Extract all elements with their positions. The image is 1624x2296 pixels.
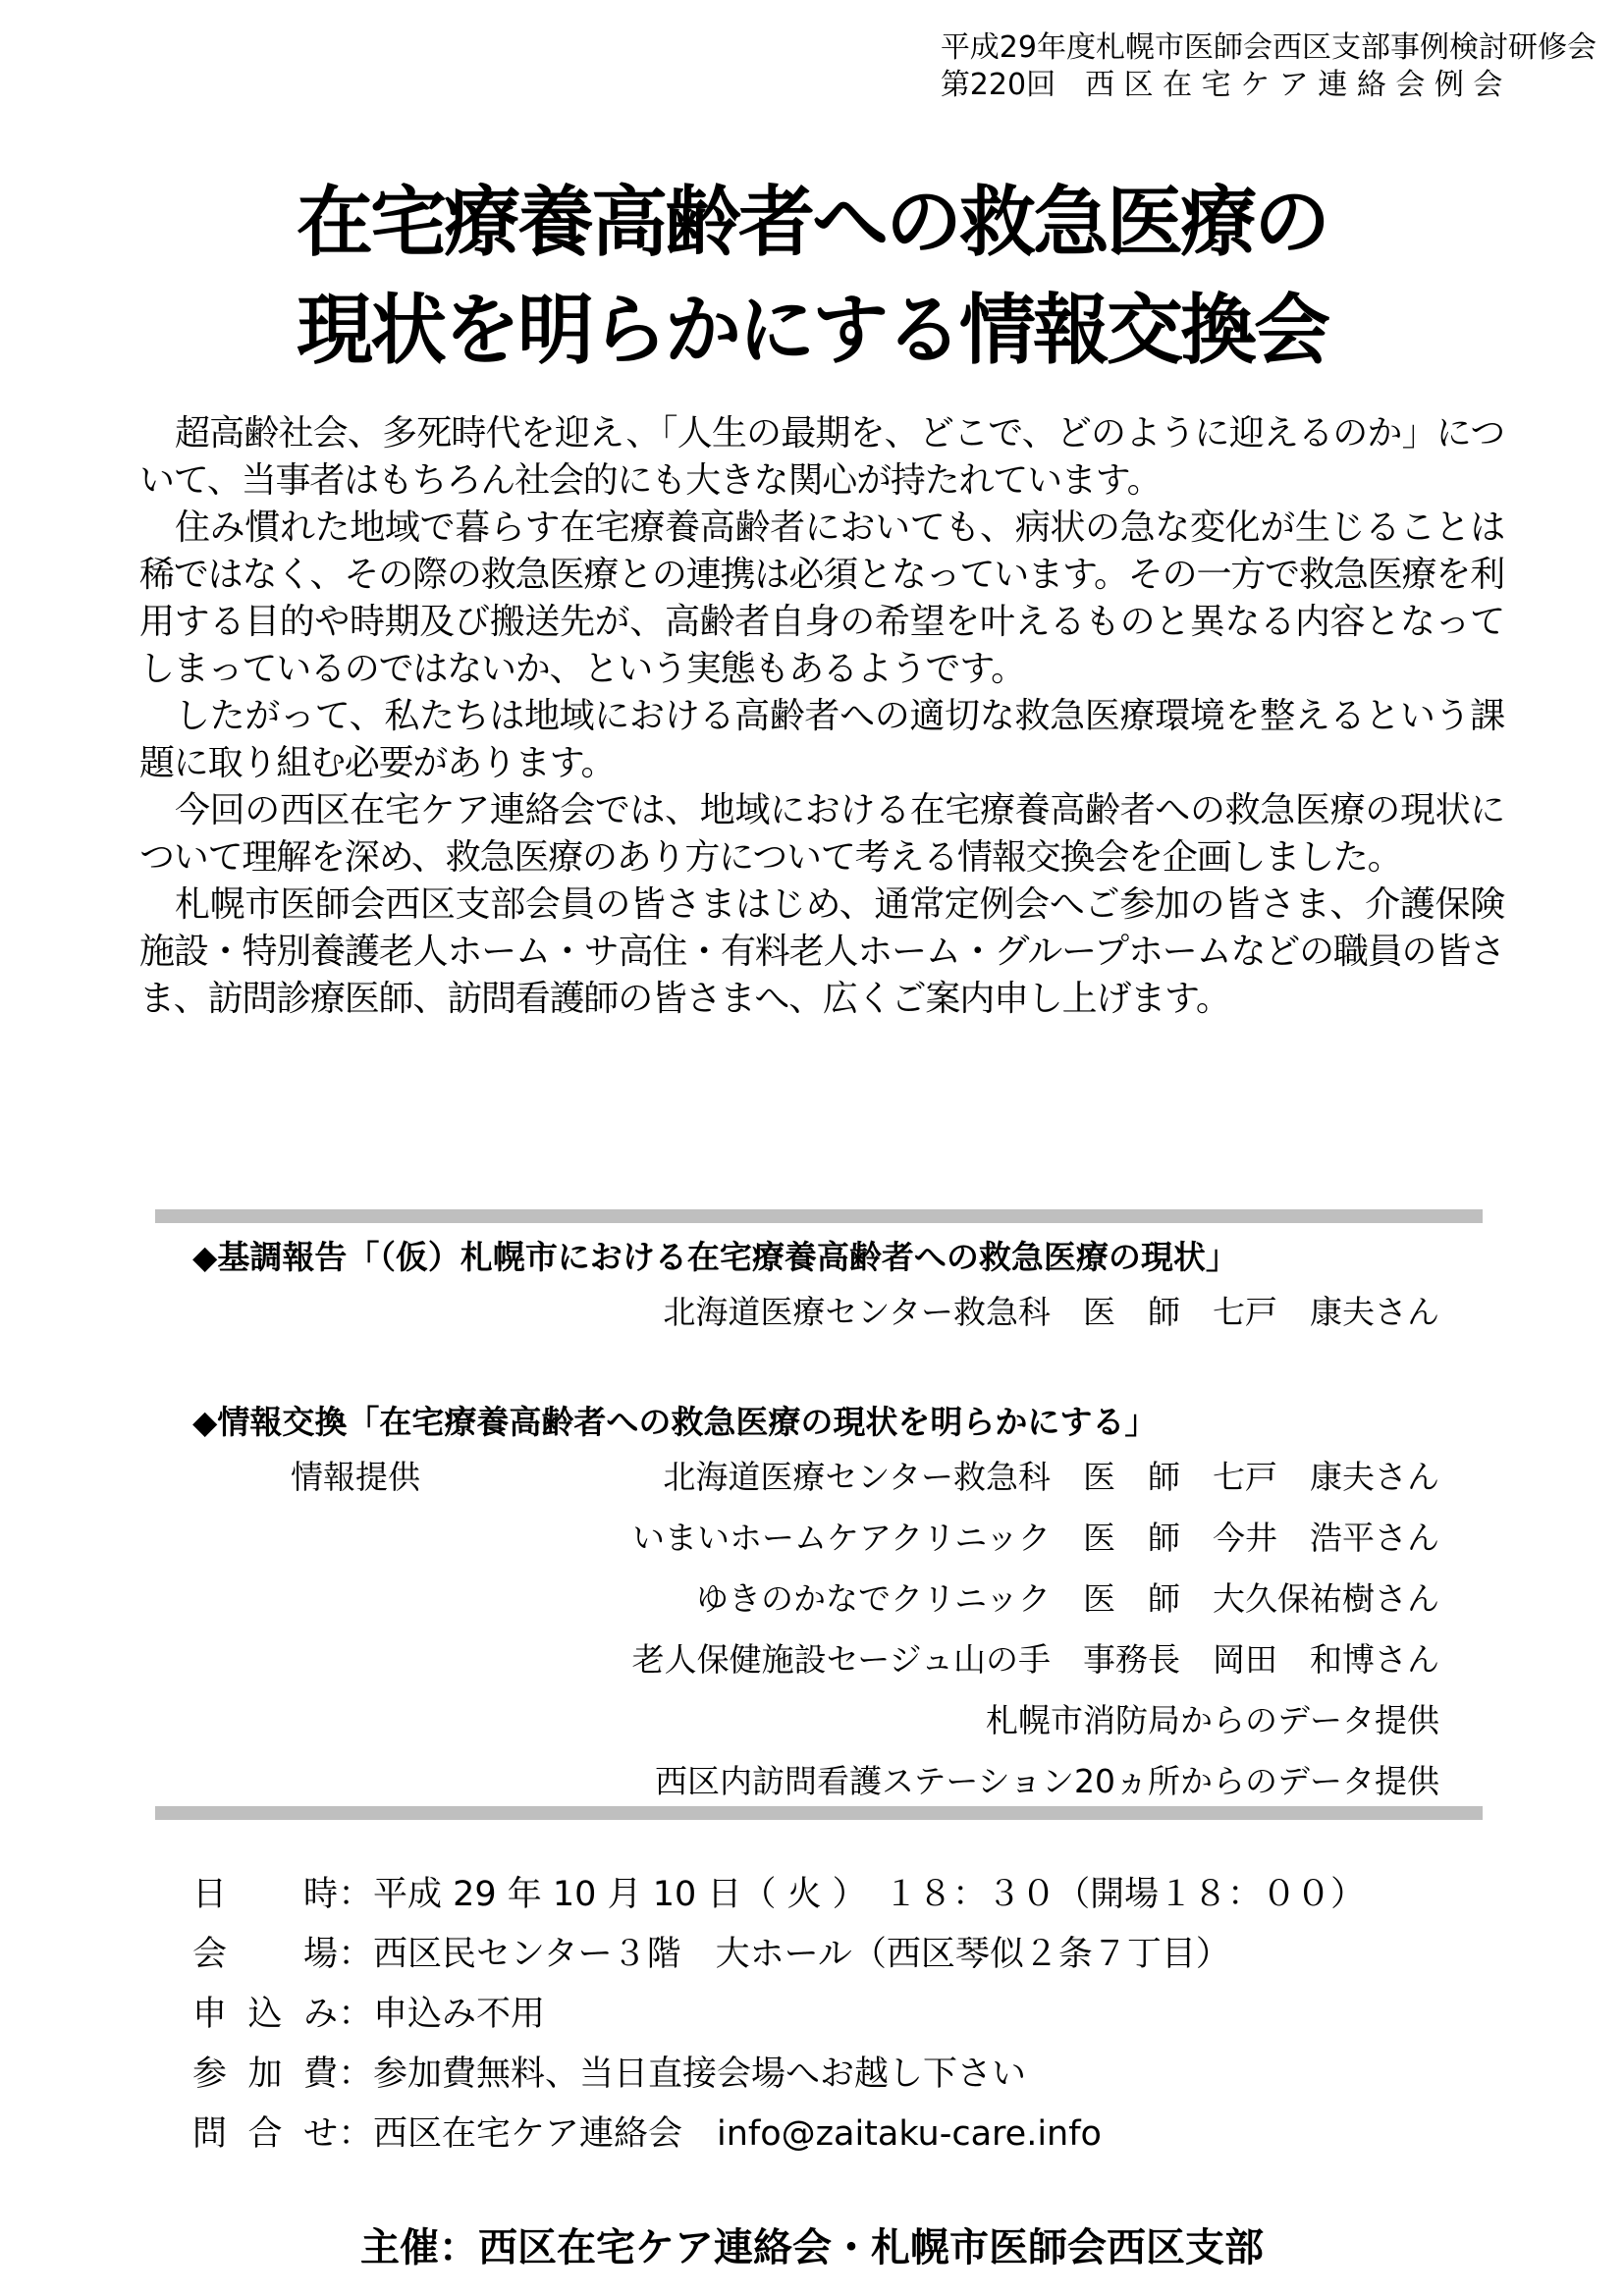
detail-row-venue (192, 1925, 1469, 1985)
intro-text (139, 410, 1504, 1023)
provider-item: 西区内訪問看護ステーション20ヵ所からのデータ提供 (654, 1762, 1439, 1800)
detail-separator: ： (338, 2114, 373, 2154)
detail-row-datetime (192, 1865, 1469, 1925)
detail-label: 参加費 (192, 2055, 338, 2094)
intro-paragraph: 札幌市医師会西区支部会員の皆さまはじめ、通常定例会へご参加の皆さま、介護保険施設・特別養護老人ホーム・サ高住・有料老人ホーム・グループホームなどの職員の皆さま、訪問診療医師、訪問看護師の皆さまへ、広くご案内申し上げます。 (139, 884, 1504, 1019)
exchange-heading: ◆情報交換「在宅療養高齢者への救急医療の現状を明らかにする」 (192, 1403, 1158, 1441)
detail-value: 平成 29 年 10 月 10 日（ 火 ） １８：３０（開場１８：００） (373, 1875, 1366, 1914)
header-meta-line-2: 第220回 西 区 在 宅 ケ ア 連 絡 会 例 会 (940, 68, 1503, 102)
keynote-heading: ◆基調報告「（仮）札幌市における在宅療養高齢者への救急医療の現状」 (192, 1238, 1238, 1276)
divider-top (155, 1209, 1483, 1223)
page-title-line-1: 在宅療養高齢者への救急医療の (296, 179, 1327, 267)
provider-row-first (192, 1447, 1439, 1508)
header-meta-line-1: 平成29年度札幌市医師会西区支部事例検討研修会 (940, 30, 1597, 65)
detail-separator: ： (338, 1875, 373, 1914)
detail-separator: ： (338, 1995, 373, 2034)
provider-item: ゆきのかなでクリニック 医 師 大久保祐樹さん (695, 1579, 1439, 1618)
intro-paragraph: 今回の西区在宅ケア連絡会では、地域における在宅療養高齢者への救急医療の現状について理解を深め、救急医療のあり方について考える情報交換会を企画しました。 (139, 790, 1504, 878)
provider-item: いまいホームケアクリニック 医 師 今井 浩平さん (631, 1519, 1439, 1557)
page-title-line-2: 現状を明らかにする情報交換会 (296, 287, 1327, 375)
provider-item: 札幌市消防局からのデータ提供 (986, 1701, 1439, 1739)
detail-label: 日 時 (192, 1875, 338, 1914)
event-details (192, 1865, 1469, 2164)
detail-row-fee (192, 2045, 1469, 2105)
detail-row-contact (192, 2105, 1469, 2164)
detail-value: 西区在宅ケア連絡会 info@zaitaku-care.info (373, 2114, 1102, 2154)
detail-value: 申込み不用 (373, 1995, 546, 2034)
provider-lead-label: 情報提供 (291, 1458, 420, 1496)
program-section (192, 1233, 1439, 1812)
divider-bottom (155, 1806, 1483, 1820)
page-title (0, 169, 1624, 385)
provider-item: 北海道医療センター救急科 医 師 七戸 康夫さん (663, 1458, 1439, 1496)
section-gap (192, 1343, 1439, 1398)
detail-value: 参加費無料、当日直接会場へお越し下さい (373, 2055, 1027, 2094)
detail-label: 問合せ (192, 2114, 338, 2154)
organizer: 主催：西区在宅ケア連絡会・札幌市医師会西区支部 (360, 2225, 1264, 2270)
detail-label: 申込み (192, 1995, 338, 2034)
detail-label: 会 場 (192, 1935, 338, 1974)
intro-paragraph: したがって、私たちは地域における高齢者への適切な救急医療環境を整えるという課題に取り組む必要があります。 (139, 696, 1504, 783)
detail-row-registration (192, 1985, 1469, 2045)
detail-separator: ： (338, 2055, 373, 2094)
provider-item: 老人保健施設セージュ山の手 事務長 岡田 和博さん (631, 1640, 1439, 1679)
intro-paragraph: 超高齢社会、多死時代を迎え、「人生の最期を、どこで、どのように迎えるのか」について、当事者はもちろん社会的にも大きな関心が持たれています。 (139, 413, 1504, 501)
header-meta (941, 29, 1597, 104)
detail-value: 西区民センター３階 大ホール（西区琴似２条７丁目） (373, 1935, 1230, 1974)
keynote-speaker: 北海道医療センター救急科 医 師 七戸 康夫さん (663, 1293, 1439, 1331)
intro-paragraph: 住み慣れた地域で暮らす在宅療養高齢者においても、病状の急な変化が生じることは稀ではなく、その際の救急医療との連携は必須となっています。その一方で救急医療を利用する目的や時期及び搬送先が、高齢者自身の希望を叶えるものと異なる内容となってしまっているのではないか、という実態もあるようです。 (139, 507, 1504, 689)
detail-separator: ： (338, 1935, 373, 1974)
